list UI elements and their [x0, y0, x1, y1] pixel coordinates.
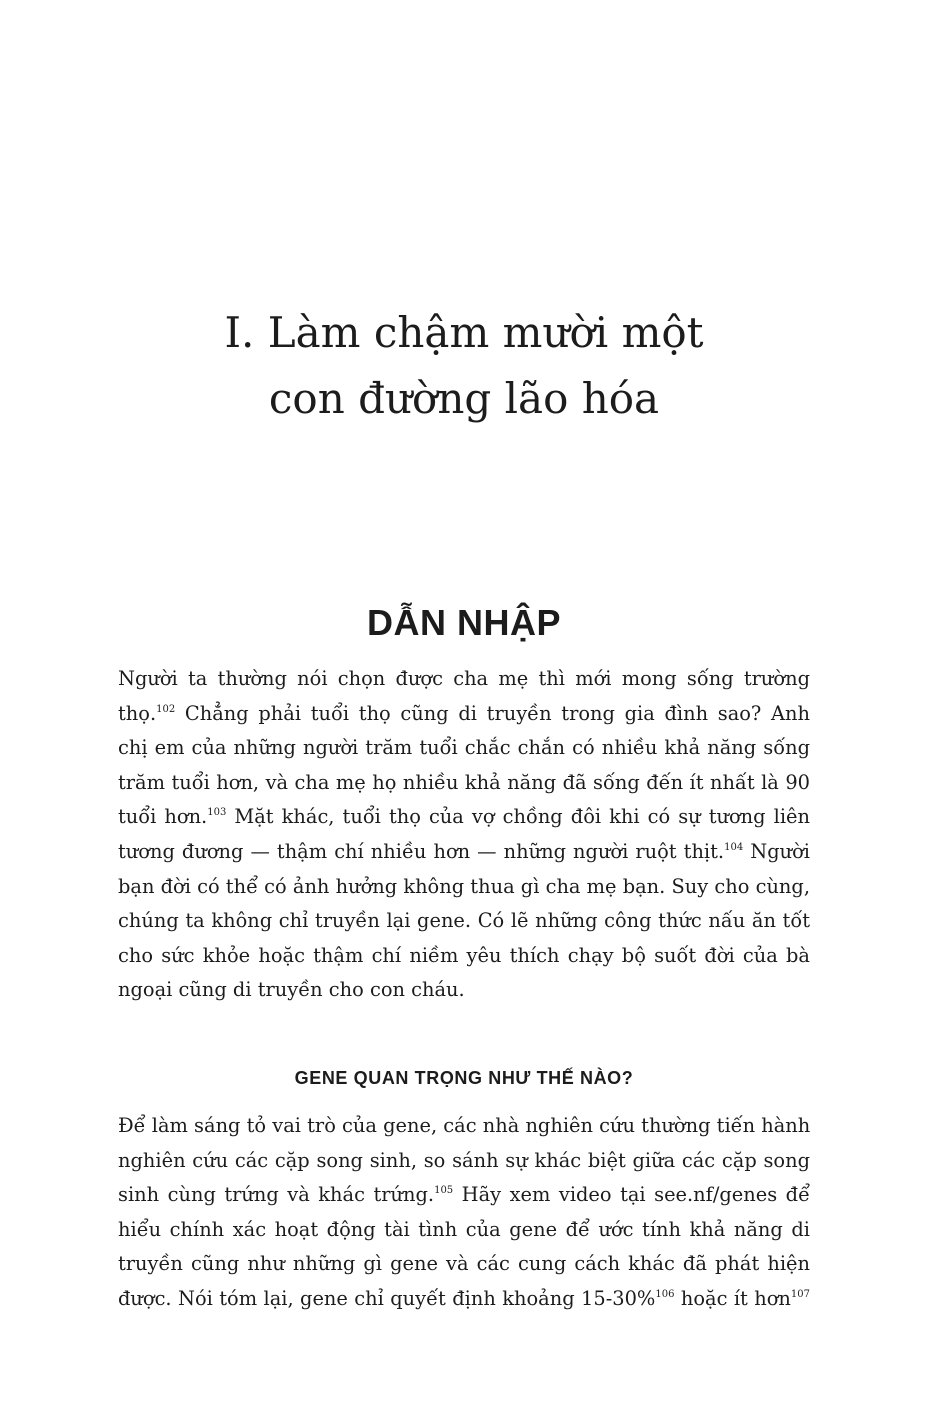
text-line: cho sức khỏe hoặc thậm chí niềm yêu thích chạy bộ suốt đời của bà — [118, 943, 810, 967]
footnote-ref: 104 — [724, 841, 744, 853]
text-line: chị em của những người trăm tuổi chắc chắn có nhiều khả năng sống — [118, 736, 810, 760]
subheading: GENE QUAN TRỌNG NHƯ THẾ NÀO? — [294, 1068, 634, 1088]
text-line: chúng ta không chỉ truyền lại gene. Có lẽ những công thức nấu ăn tốt — [118, 909, 810, 933]
part-title-line-2: con đường lão hóa — [268, 374, 660, 423]
genes-paragraph — [118, 1109, 810, 1317]
text-line: nghiên cứu các cặp song sinh, so sánh sự khác biệt giữa các cặp song — [118, 1148, 810, 1172]
footnote-ref: 107 — [790, 1288, 810, 1300]
text-line: thọ.$^{102}$ Chẳng phải tuổi thọ cũng di truyền trong gia đình sao? Anh — [118, 701, 810, 725]
footnote-ref: 102 — [156, 703, 176, 715]
footnote-ref: 105 — [434, 1185, 454, 1197]
text-line: ngoại cũng di truyền cho con cháu. — [118, 978, 465, 1002]
intro-paragraph — [118, 662, 810, 1008]
text-line: hiểu chính xác hoạt động tài tình của gene để ước tính khả năng di — [118, 1217, 810, 1241]
part-title-line-1: I. Làm chậm mười một — [224, 308, 704, 357]
text-line: sinh cùng trứng và khác trứng.$^{105}$ Hãy xem video tại see.nf/genes để — [118, 1183, 811, 1207]
footnote-ref: 103 — [207, 807, 227, 819]
part-title — [0, 300, 928, 432]
text-line: Để làm sáng tỏ vai trò của gene, các nhà nghiên cứu thường tiến hành — [118, 1114, 811, 1137]
text-line: tương đương — thậm chí nhiều hơn — những người ruột thịt.$^{104}$ Người — [118, 839, 810, 863]
section-heading: DẪN NHẬP — [366, 602, 561, 643]
text-line: được. Nói tóm lại, gene chỉ quyết định khoảng 15-30%$^{106}$ hoặc ít hơn$^{107}$ — [118, 1286, 810, 1310]
text-line: tuổi hơn.$^{103}$ Mặt khác, tuổi thọ của vợ chồng đôi khi có sự tương liên — [118, 805, 810, 829]
text-line: trăm tuổi hơn, và cha mẹ họ nhiều khả năng đã sống đến ít nhất là 90 — [118, 770, 810, 794]
text-line: truyền cũng như những gì gene và các cung cách khác đã phát hiện — [118, 1252, 810, 1276]
text-line: bạn đời có thể có ảnh hưởng không thua gì cha mẹ bạn. Suy cho cùng, — [118, 874, 810, 898]
text-line: Người ta thường nói chọn được cha mẹ thì mới mong sống trường — [118, 667, 810, 690]
footnote-ref: 106 — [655, 1288, 675, 1300]
